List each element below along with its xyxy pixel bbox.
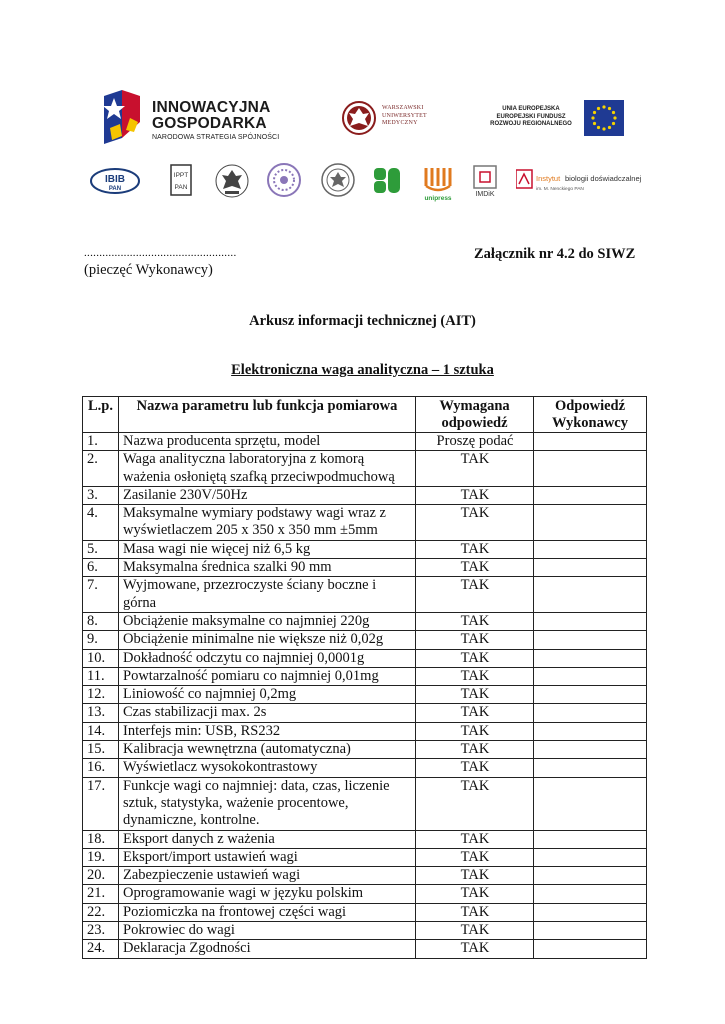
contractor-response-cell[interactable] — [534, 903, 647, 921]
parameter-name: Dokładność odczytu co najmniej 0,0001g — [119, 649, 416, 667]
table-row — [83, 667, 647, 685]
table-body — [83, 433, 647, 959]
table-row — [83, 848, 647, 866]
ippt-pan-logo-icon — [170, 164, 192, 196]
row-number: 6. — [83, 559, 119, 577]
row-number: 5. — [83, 540, 119, 558]
required-answer: TAK — [416, 667, 534, 685]
stamp-dotted-line: .................................................. — [84, 247, 237, 259]
contractor-response-cell[interactable] — [534, 867, 647, 885]
eu-flag-icon — [584, 100, 624, 136]
row-number: 12. — [83, 686, 119, 704]
required-answer: TAK — [416, 940, 534, 958]
unipress-label: unipress — [424, 195, 452, 202]
parameter-name: Poziomiczka na frontowej części wagi — [119, 903, 416, 921]
table-row — [83, 777, 647, 830]
required-answer: TAK — [416, 777, 534, 830]
row-number: 1. — [83, 433, 119, 451]
table-row — [83, 759, 647, 777]
required-answer: TAK — [416, 722, 534, 740]
ibd-sub-label: im. M. Nenckiego PAN — [536, 187, 584, 192]
column-header-parameter: Nazwa parametru lub funkcja pomiarowa — [119, 397, 416, 433]
contractor-response-cell[interactable] — [534, 559, 647, 577]
european-union-logo — [481, 100, 626, 136]
contractor-response-cell[interactable] — [534, 940, 647, 958]
contractor-response-cell[interactable] — [534, 486, 647, 504]
table-row — [83, 612, 647, 630]
contractor-response-cell[interactable] — [534, 451, 647, 487]
parameter-name: Kalibracja wewnętrzna (automatyczna) — [119, 741, 416, 759]
required-answer: TAK — [416, 686, 534, 704]
row-number: 11. — [83, 667, 119, 685]
required-answer: TAK — [416, 486, 534, 504]
ippt-sub-label: PAN — [174, 184, 188, 191]
contractor-response-cell[interactable] — [534, 741, 647, 759]
university-name-line2: UNIWERSYTET — [382, 112, 427, 119]
table-row — [83, 433, 647, 451]
university-of-warsaw-logo-icon — [214, 162, 250, 200]
technical-spec-table — [82, 396, 647, 959]
table-row — [83, 867, 647, 885]
logo-banner — [86, 80, 641, 214]
parameter-name: Deklaracja Zgodności — [119, 940, 416, 958]
parameter-name: Masa wagi nie więcej niż 6,5 kg — [119, 540, 416, 558]
required-answer: TAK — [416, 848, 534, 866]
contractor-response-cell[interactable] — [534, 612, 647, 630]
parameter-name: Wyjmowane, przezroczyste ściany boczne i górna — [119, 577, 416, 613]
parameter-name: Pokrowiec do wagi — [119, 922, 416, 940]
required-answer: TAK — [416, 649, 534, 667]
eu-line1: UNIA EUROPEJSKA — [502, 106, 560, 112]
column-header-required: Wymagana odpowiedź — [416, 397, 534, 433]
ibib-sub-label: PAN — [108, 186, 122, 192]
table-row — [83, 451, 647, 487]
required-answer: TAK — [416, 540, 534, 558]
green-institute-logo-icon — [374, 166, 402, 194]
contractor-response-cell[interactable] — [534, 848, 647, 866]
parameter-name: Liniowość co najmniej 0,2mg — [119, 686, 416, 704]
required-answer: TAK — [416, 759, 534, 777]
contractor-response-cell[interactable] — [534, 922, 647, 940]
row-number: 13. — [83, 704, 119, 722]
table-row — [83, 903, 647, 921]
required-answer: TAK — [416, 577, 534, 613]
table-row — [83, 704, 647, 722]
row-number: 15. — [83, 741, 119, 759]
ibib-pan-logo-icon — [90, 168, 140, 194]
row-number: 4. — [83, 505, 119, 541]
required-answer: TAK — [416, 559, 534, 577]
parameter-name: Funkcje wagi co najmniej: data, czas, liczenie sztuk, statystyka, ważenie procentowe, dynamiczne, kontrolne. — [119, 777, 416, 830]
row-number: 9. — [83, 631, 119, 649]
program-name-line2: GOSPODARKA — [152, 115, 267, 132]
innowacyjna-gospodarka-emblem-icon — [100, 88, 144, 146]
required-answer: TAK — [416, 885, 534, 903]
row-number: 3. — [83, 486, 119, 504]
row-number: 14. — [83, 722, 119, 740]
contractor-response-cell[interactable] — [534, 777, 647, 830]
table-row — [83, 577, 647, 613]
parameter-name: Interfejs min: USB, RS232 — [119, 722, 416, 740]
parameter-name: Zabezpieczenie ustawień wagi — [119, 867, 416, 885]
row-number: 24. — [83, 940, 119, 958]
row-number: 18. — [83, 830, 119, 848]
required-answer: TAK — [416, 704, 534, 722]
ibd-name-label: biologii doświadczalnej — [565, 174, 641, 183]
contractor-response-cell[interactable] — [534, 577, 647, 613]
parameter-name: Wyświetlacz wysokokontrastowy — [119, 759, 416, 777]
parameter-name: Waga analityczna laboratoryjna z komorą ważenia osłoniętą szafką przeciwpodmuchową — [119, 451, 416, 487]
row-number: 8. — [83, 612, 119, 630]
row-number: 23. — [83, 922, 119, 940]
annex-label: Załącznik nr 4.2 do SIWZ — [474, 246, 636, 262]
academy-seal-icon — [320, 162, 356, 198]
contractor-response-cell[interactable] — [534, 649, 647, 667]
table-row — [83, 686, 647, 704]
parameter-name: Eksport/import ustawień wagi — [119, 848, 416, 866]
required-answer: TAK — [416, 451, 534, 487]
table-row — [83, 885, 647, 903]
table-row — [83, 722, 647, 740]
partner-logos-row — [86, 158, 641, 204]
parameter-name: Czas stabilizacji max. 2s — [119, 704, 416, 722]
row-number: 2. — [83, 451, 119, 487]
required-answer: TAK — [416, 830, 534, 848]
parameter-name: Nazwa producenta sprzętu, model — [119, 433, 416, 451]
contractor-response-cell[interactable] — [534, 631, 647, 649]
stamp-label: (pieczęć Wykonawcy) — [84, 262, 213, 278]
table-row — [83, 486, 647, 504]
column-header-response: Odpowiedź Wykonawcy — [534, 397, 647, 433]
contractor-response-cell[interactable] — [534, 830, 647, 848]
table-row — [83, 940, 647, 958]
table-row — [83, 922, 647, 940]
parameter-name: Eksport danych z ważenia — [119, 830, 416, 848]
required-answer: Proszę podać — [416, 433, 534, 451]
contractor-response-cell[interactable] — [534, 759, 647, 777]
unipress-logo-icon — [422, 164, 454, 202]
parameter-name: Obciążenie maksymalne co najmniej 220g — [119, 612, 416, 630]
contractor-response-cell[interactable] — [534, 722, 647, 740]
required-answer: TAK — [416, 612, 534, 630]
parameter-name: Oprogramowanie wagi w języku polskim — [119, 885, 416, 903]
required-answer: TAK — [416, 867, 534, 885]
document-title: Arkusz informacji technicznej (AIT) — [249, 313, 476, 329]
institute-round-seal-icon — [266, 162, 302, 198]
table-row — [83, 830, 647, 848]
parameter-name: Powtarzalność pomiaru co najmniej 0,01mg — [119, 667, 416, 685]
row-number: 17. — [83, 777, 119, 830]
ippt-label: IPPT — [173, 172, 189, 179]
table-row — [83, 741, 647, 759]
row-number: 19. — [83, 848, 119, 866]
contractor-response-cell[interactable] — [534, 885, 647, 903]
contractor-response-cell[interactable] — [534, 667, 647, 685]
table-row — [83, 540, 647, 558]
imdik-label: IMDiK — [475, 191, 495, 198]
row-number: 10. — [83, 649, 119, 667]
required-answer: TAK — [416, 631, 534, 649]
column-header-lp: L.p. — [83, 397, 119, 433]
table-row — [83, 505, 647, 541]
ibib-label: IBIB — [105, 174, 125, 185]
row-number: 16. — [83, 759, 119, 777]
required-answer: TAK — [416, 903, 534, 921]
parameter-name: Maksymalne wymiary podstawy wagi wraz z wyświetlaczem 205 x 350 x 350 mm ±5mm — [119, 505, 416, 541]
contractor-response-cell[interactable] — [534, 704, 647, 722]
table-row — [83, 559, 647, 577]
row-number: 20. — [83, 867, 119, 885]
university-name-line3: MEDYCZNY — [382, 120, 418, 126]
ibd-prefix-label: Instytut — [536, 174, 561, 183]
program-tagline: NARODOWA STRATEGIA SPÓJNOŚCI — [152, 134, 280, 141]
warsaw-medical-university-logo — [342, 98, 442, 138]
contractor-response-cell[interactable] — [534, 433, 647, 451]
eu-line2: EUROPEJSKI FUNDUSZ — [496, 113, 566, 120]
required-answer: TAK — [416, 741, 534, 759]
contractor-response-cell[interactable] — [534, 686, 647, 704]
contractor-response-cell[interactable] — [534, 540, 647, 558]
table-row — [83, 631, 647, 649]
imdik-logo-icon — [468, 164, 502, 200]
required-answer: TAK — [416, 922, 534, 940]
contractor-response-cell[interactable] — [534, 505, 647, 541]
innowacyjna-gospodarka-logo — [100, 86, 315, 148]
university-eagle-emblem-icon — [342, 98, 376, 138]
program-name-line1: INNOWACYJNA — [152, 99, 271, 116]
eu-line3: ROZWOJU REGIONALNEGO — [490, 121, 572, 127]
university-name-line1: WARSZAWSKI — [382, 105, 424, 111]
document-subtitle: Elektroniczna waga analityczna – 1 sztuka — [231, 362, 494, 378]
parameter-name: Maksymalna średnica szalki 90 mm — [119, 559, 416, 577]
required-answer: TAK — [416, 505, 534, 541]
nencki-institute-logo-icon — [516, 166, 641, 196]
row-number: 7. — [83, 577, 119, 613]
row-number: 22. — [83, 903, 119, 921]
table-header-row — [83, 397, 647, 433]
parameter-name: Zasilanie 230V/50Hz — [119, 486, 416, 504]
table-row — [83, 649, 647, 667]
parameter-name: Obciążenie minimalne nie większe niż 0,02g — [119, 631, 416, 649]
row-number: 21. — [83, 885, 119, 903]
